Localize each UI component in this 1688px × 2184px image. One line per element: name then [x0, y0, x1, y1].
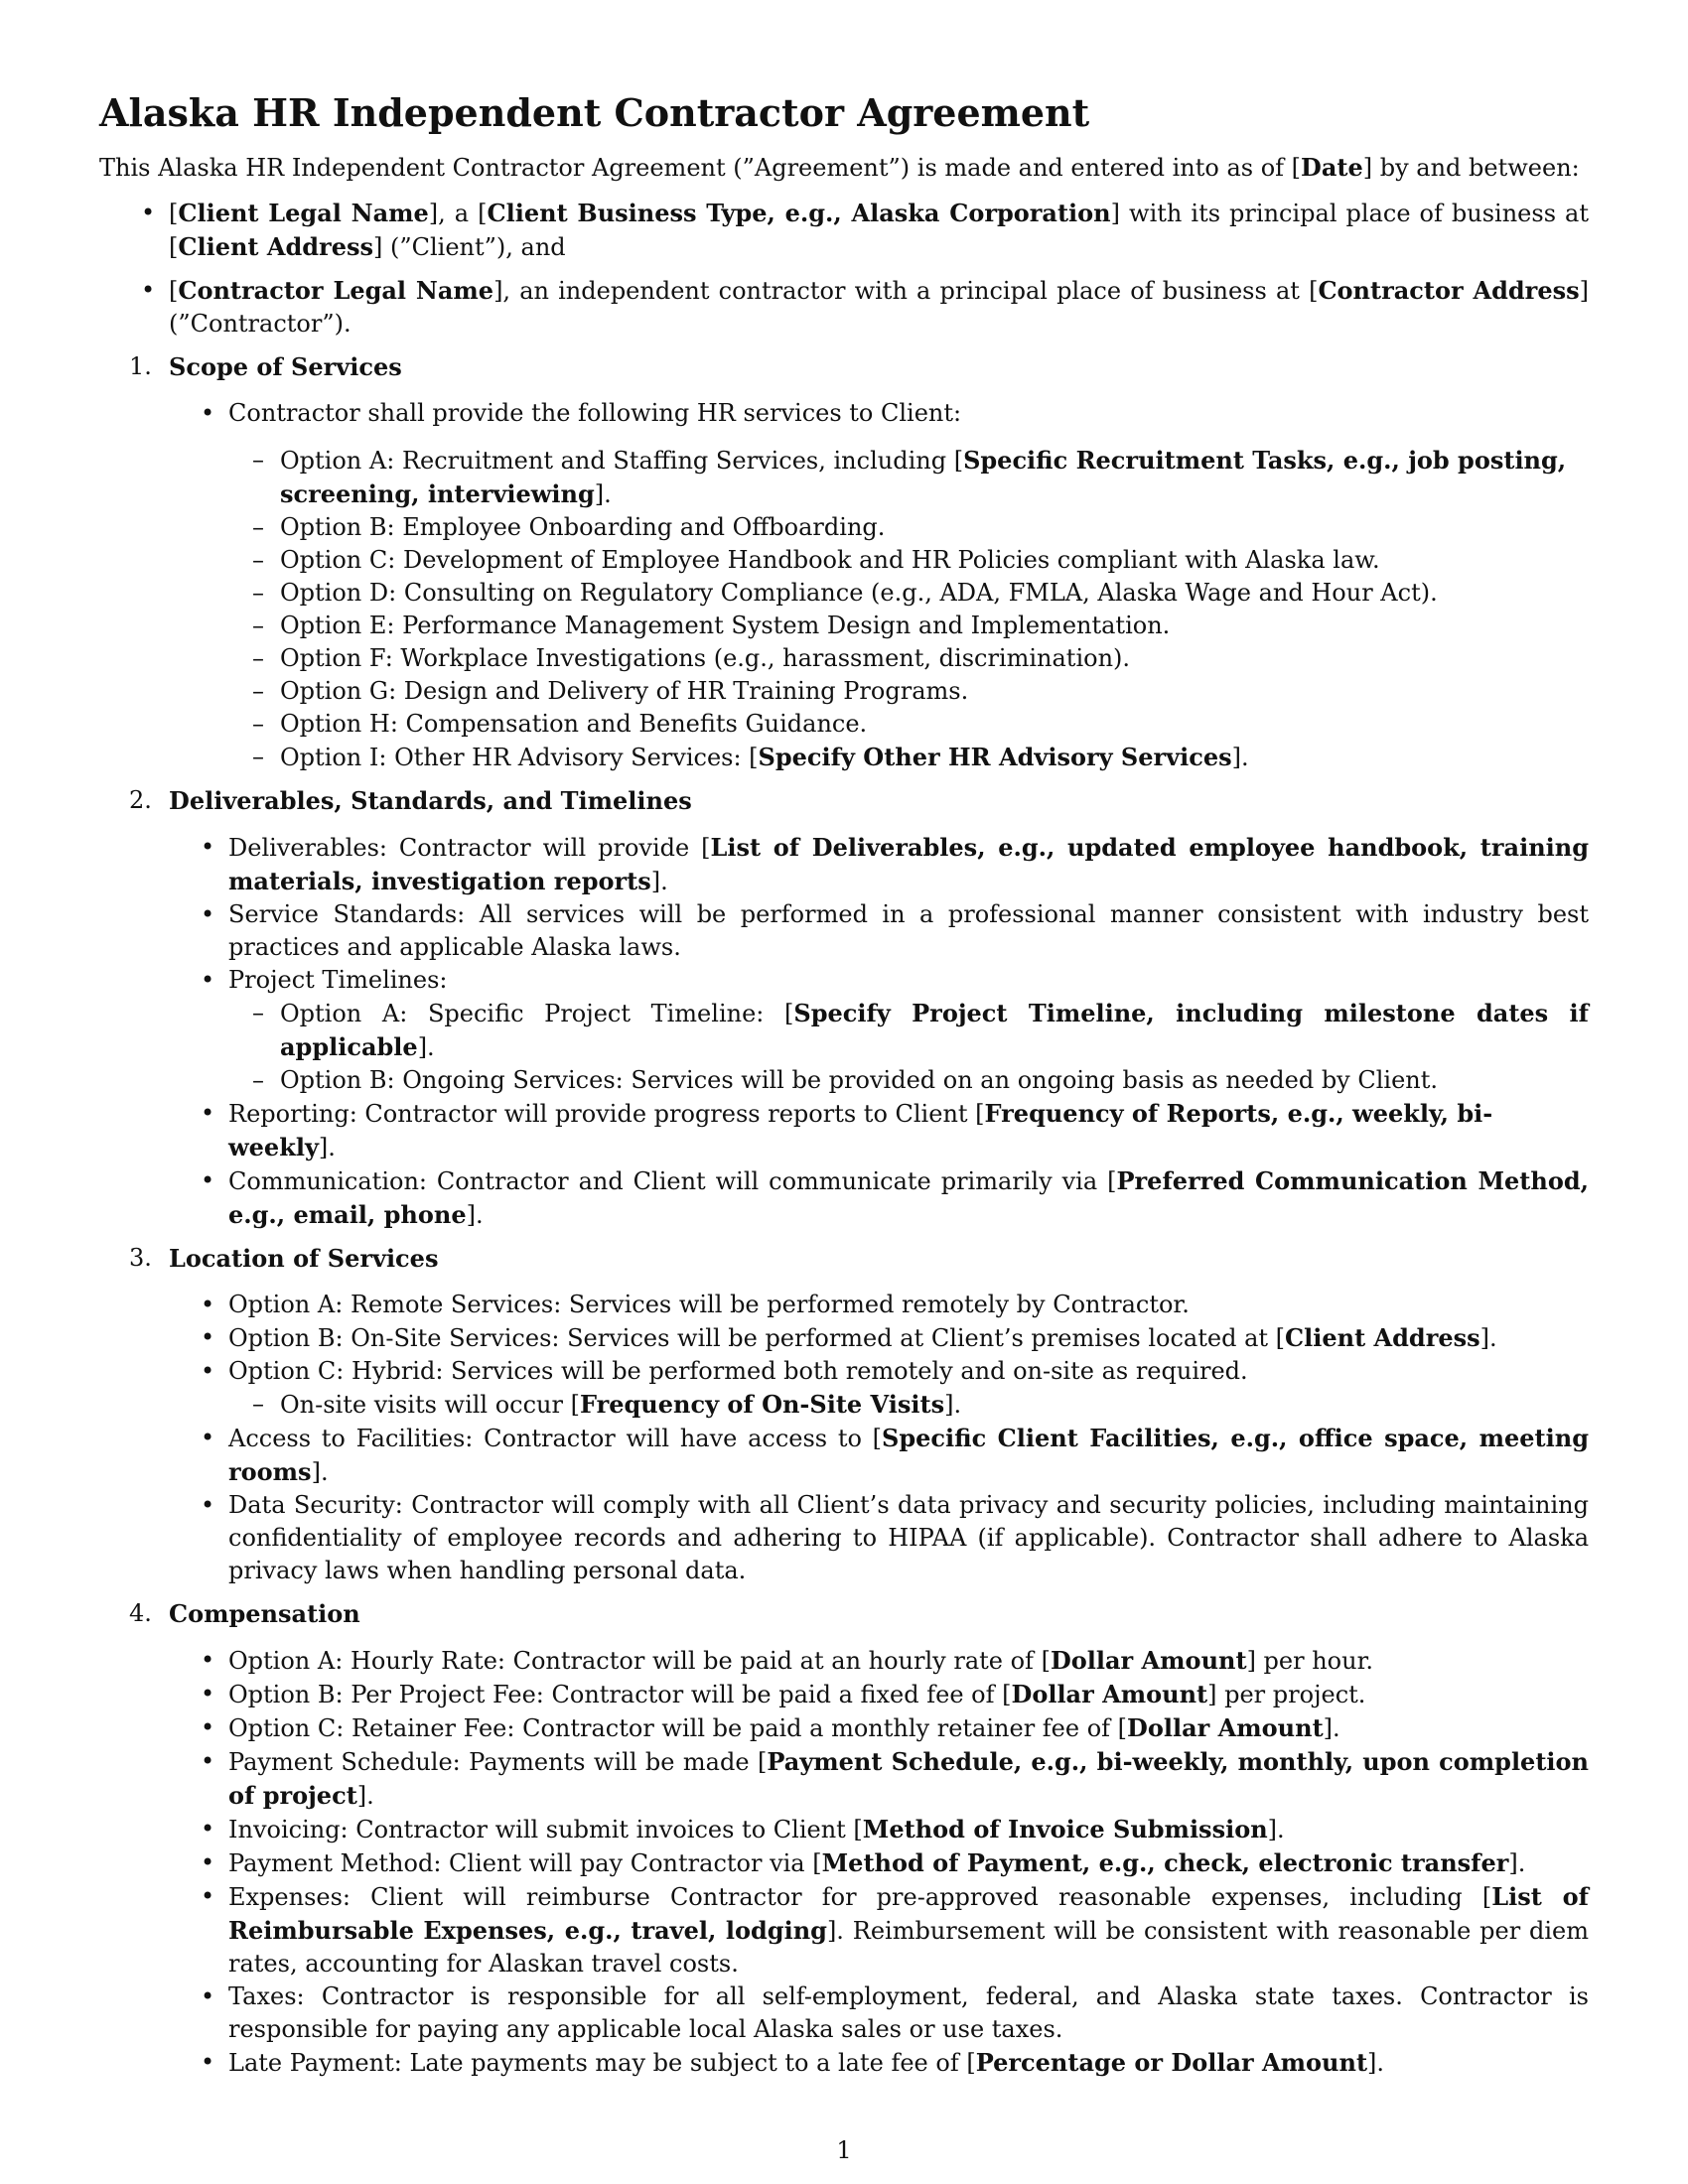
document-title: Alaska HR Independent Contractor Agreement [99, 90, 1090, 135]
list-item: – Option I: Other HR Advisory Services: [Specify Other HR Advisory Services]. [252, 743, 1249, 771]
list-item: – Option C: Development of Employee Handbook and HR Policies compliant with Alaska law. [280, 544, 1589, 577]
list-item: • Project Timelines: – Option A: Specific Project Timeline: [Specify Project Timeline, including milestone dates if applicable]. – Option B: Ongoing Services: Services will be provided on an ongoing basis as needed by Client. [228, 964, 1589, 1097]
bullet-icon: • [201, 966, 215, 994]
dash-icon: – [252, 612, 264, 639]
dash-icon: – [252, 710, 264, 738]
list-item: • Option B: On-Site Services: Services will be performed at Client’s premises located at [Client Address]. [201, 1323, 1497, 1352]
list-item: – Option G: Design and Delivery of HR Training Programs. [280, 675, 1589, 708]
bullet-icon: • [201, 2048, 215, 2076]
bullet-icon: • [201, 1166, 215, 1194]
dash-icon: – [252, 1390, 264, 1418]
section-deliverables [129, 784, 1590, 1232]
bullet-icon: • [141, 276, 156, 304]
bullet-icon: • [201, 1747, 215, 1775]
dash-icon: – [252, 644, 264, 672]
bullet-icon: • [201, 1357, 215, 1385]
section-title: Scope of Services [169, 352, 402, 381]
list-item: • Contractor shall provide the following HR services to Client: – Option A: Recruitment and Staffing Services, including [Specific Recruitment Tasks, e.g., job posting, screening, interviewing]. – Option B: Employee Onboarding and Offboarding. – Option C: Development of Employee Handbook and HR Policies compliant with Alaska law. – Option D: Consulting on Regulatory Compliance (e.g., ADA, FMLA, Alaska Wage and Hour Act). – Option E: Performance Management System Design and Implementation. – Option F: Workplace Investigations (e.g., harassment, discrimination). – Option G: Design and Delivery of HR Training Programs. – Option H: Compensation and Benefits Guidance. – Option I: Other HR Advisory Services: [Specify Other HR Advisory Services]. [228, 397, 1589, 774]
bullet-icon: • [201, 1099, 215, 1127]
list-item: • Option B: Per Project Fee: Contractor will be paid a fixed fee of [Dollar Amount] per project. [201, 1680, 1366, 1708]
bullet-icon: • [201, 1815, 215, 1843]
dash-icon: – [252, 546, 264, 574]
list-item: • Option A: Hourly Rate: Contractor will be paid at an hourly rate of [Dollar Amount] per hour. [201, 1646, 1374, 1675]
dash-icon: – [252, 1066, 264, 1094]
dash-icon: – [252, 743, 264, 770]
section-number: 1. [129, 352, 152, 380]
intro-paragraph: This Alaska HR Independent Contractor Agreement (”Agreement”) is made and entered into as of [Date] by and between: [99, 153, 1580, 182]
list-item: • Option C: Hybrid: Services will be performed both remotely and on-site as required. – On-site visits will occur [Frequency of On-Site Visits]. [228, 1355, 1589, 1422]
bullet-icon: • [141, 199, 156, 226]
bullet-icon: • [201, 1291, 215, 1318]
list-item: • Access to Facilities: Contractor will have access to [Specific Client Facilities, e.g., office space, meeting rooms]. [201, 1424, 1589, 1486]
list-item: – Option F: Workplace Investigations (e.g., harassment, discrimination). [280, 642, 1589, 675]
bullet-icon: • [201, 1424, 215, 1451]
bullet-icon: • [201, 1713, 215, 1741]
bullet-icon: • [201, 1848, 215, 1876]
dash-icon: – [252, 579, 264, 607]
section-number: 2. [129, 786, 152, 814]
list-item: – Option D: Consulting on Regulatory Compliance (e.g., ADA, FMLA, Alaska Wage and Hour Act). [280, 577, 1589, 610]
list-item: • Payment Schedule: Payments will be made [Payment Schedule, e.g., bi-weekly, monthly, upon completion of project]. [201, 1747, 1589, 1810]
list-item: • Data Security: Contractor will comply with all Client’s data privacy and security policies, including maintaining confidentiality of employee records and adhering to HIPAA (if applicable). Contractor shall adhere to Alaska privacy laws when handling personal data. [201, 1491, 1589, 1584]
bullet-icon: • [201, 833, 215, 861]
bullet-icon: • [201, 1982, 215, 2010]
list-item: – Option E: Performance Management System Design and Implementation. [280, 610, 1589, 642]
section-compensation [129, 1597, 1590, 2080]
list-item: – Option B: Employee Onboarding and Offboarding. [280, 511, 1589, 544]
date-placeholder: Date [1301, 153, 1363, 182]
list-item: • Payment Method: Client will pay Contractor via [Method of Payment, e.g., check, electronic transfer]. [201, 1848, 1526, 1877]
bullet-icon: • [201, 1646, 215, 1674]
list-item: • Option A: Remote Services: Services will be performed remotely by Contractor. [228, 1289, 1589, 1321]
section-number: 4. [129, 1599, 152, 1627]
bullet-icon: • [201, 1882, 215, 1910]
page-number: 1 [836, 2136, 852, 2164]
list-item: • Taxes: Contractor is responsible for all self-employment, federal, and Alaska state taxes. Contractor is responsible for paying any applicable local Alaska sales or use taxes. [201, 1982, 1589, 2043]
party-contractor: • [Contractor Legal Name], an independent contractor with a principal place of business at [Contractor Address] (”Contractor”). [141, 276, 1589, 338]
bullet-icon: • [201, 399, 215, 427]
service-options-list [228, 444, 1589, 774]
document-body [99, 89, 1589, 2090]
list-item: – Option H: Compensation and Benefits Guidance. [280, 708, 1589, 741]
dash-icon: – [252, 999, 264, 1026]
section-scope-of-services [129, 350, 1589, 774]
list-item: • Option C: Retainer Fee: Contractor will be paid a monthly retainer fee of [Dollar Amount]. [201, 1713, 1340, 1742]
bullet-icon: • [201, 1323, 215, 1351]
section-number: 3. [129, 1244, 152, 1272]
list-item: • Late Payment: Late payments may be subject to a late fee of [Percentage or Dollar Amount]. [201, 2048, 1385, 2077]
list-item: • Communication: Contractor and Client will communicate primarily via [Preferred Communication Method, e.g., email, phone]. [201, 1166, 1589, 1229]
list-item: • Invoicing: Contractor will submit invoices to Client [Method of Invoice Submission]. [201, 1815, 1285, 1843]
parties-list [99, 197, 1589, 341]
bullet-icon: • [201, 1680, 215, 1707]
party-client: • [Client Legal Name], a [Client Business Type, e.g., Alaska Corporation] with its principal place of business at [Client Address] (”Client”), and [141, 199, 1590, 261]
list-item: • Deliverables: Contractor will provide [List of Deliverables, e.g., updated employee handbook, training materials, investigation reports]. [201, 833, 1590, 895]
list-item: – Option B: Ongoing Services: Services will be provided on an ongoing basis as needed by Client. [280, 1064, 1589, 1097]
list-item: • Expenses: Client will reimburse Contractor for pre-approved reasonable expenses, including [List of Reimbursable Expenses, e.g., travel, lodging]. Reimbursement will be consistent with reasonable per diem rates, accounting for Alaskan travel costs. [201, 1882, 1590, 1978]
section-title: Compensation [169, 1599, 360, 1628]
list-item: • Service Standards: All services will be performed in a professional manner consistent with industry best practices and applicable Alaska laws. [201, 900, 1589, 961]
dash-icon: – [252, 513, 264, 541]
list-item: – Option A: Recruitment and Staffing Services, including [Specific Recruitment Tasks, e.g., job posting, screening, interviewing]. [252, 446, 1567, 508]
section-title: Location of Services [169, 1244, 439, 1273]
dash-icon: – [252, 677, 264, 705]
sections-list [99, 350, 1589, 2080]
dash-icon: – [252, 446, 264, 474]
bullet-icon: • [201, 900, 215, 928]
section-title: Deliverables, Standards, and Timelines [169, 786, 692, 815]
list-item: • Reporting: Contractor will provide progress reports to Client [Frequency of Reports, e.g., weekly, bi-weekly]. [201, 1099, 1493, 1161]
bullet-icon: • [201, 1491, 215, 1519]
list-item: – Option A: Specific Project Timeline: [Specify Project Timeline, including milestone dates if applicable]. [252, 999, 1589, 1061]
list-item: – On-site visits will occur [Frequency of On-Site Visits]. [252, 1390, 962, 1419]
section-location-of-services [129, 1242, 1589, 1587]
